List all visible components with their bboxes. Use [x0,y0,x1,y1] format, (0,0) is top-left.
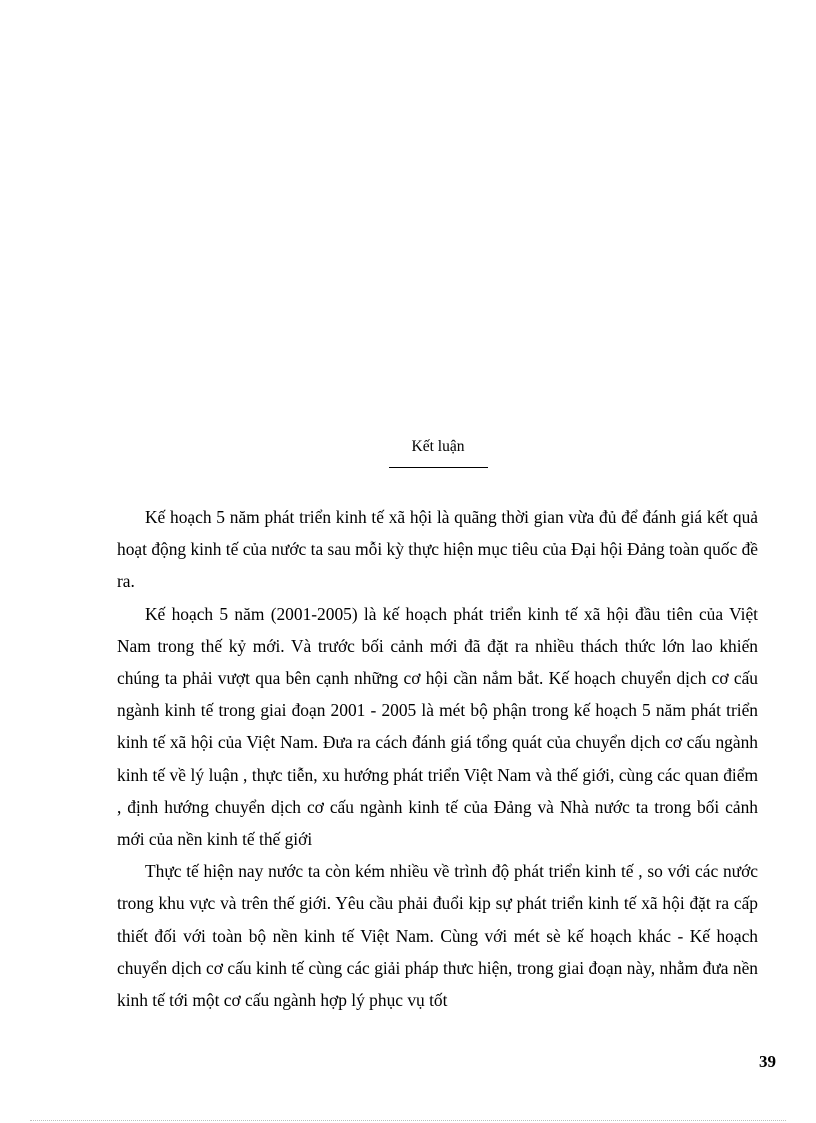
paragraph-2: Kế hoạch 5 năm (2001-2005) là kế hoạch phát triển kinh tế xã hội đầu tiên của Việt Nam trong thế kỷ mới. Và trước bối cảnh mới đã đặt ra nhiều thách thức lớn lao khiến chúng ta phải vượt qua bên cạnh những cơ hội cần nắm bắt. Kế hoạch chuyển dịch cơ cấu ngành kinh tế trong giai đoạn 2001 - 2005 là mét bộ phận trong kế hoạch 5 năm phát triển kinh tế xã hội của Việt Nam. Đưa ra cách đánh giá tổng quát của chuyển dịch cơ cấu ngành kinh tế về lý luận , thực tiễn, xu hướng phát triển Việt Nam và thế giới, cùng các quan điểm , định hướng chuyển dịch cơ cấu ngành kinh tế của Đảng và Nhà nước ta trong bối cảnh mới của nền kinh tế thế giới [117,603,758,850]
footer-divider [30,1120,786,1121]
paragraph-3: Thực tế hiện nay nước ta còn kém nhiều về trình độ phát triển kinh tế , so với các nước trong khu vực và trên thế giới. Yêu cầu phải đuổi kịp sự phát triển kinh tế xã hội đặt ra cấp thiết đối với toàn bộ nền kinh tế Việt Nam. Cùng với mét sè kế hoạch khác - Kế hoạch chuyển dịch cơ cấu kinh tế cùng các giải pháp thưc hiện, trong giai đoạn này, nhằm đưa nền kinh tế tới một cơ cấu ngành hợp lý phục vụ tốt [117,861,758,1011]
section-title: Kết luận [411,438,465,455]
page-number: 39 [759,1052,776,1071]
body-text [117,501,758,1016]
title-underline [389,467,488,468]
paragraph-1: Kế hoạch 5 năm phát triển kinh tế xã hội là quãng thời gian vừa đủ để đánh giá kết quả hoạt động kinh tế của nước ta sau mỗi kỳ thực hiện mục tiêu của Đại hội Đảng toàn quốc đề ra. [117,507,758,592]
